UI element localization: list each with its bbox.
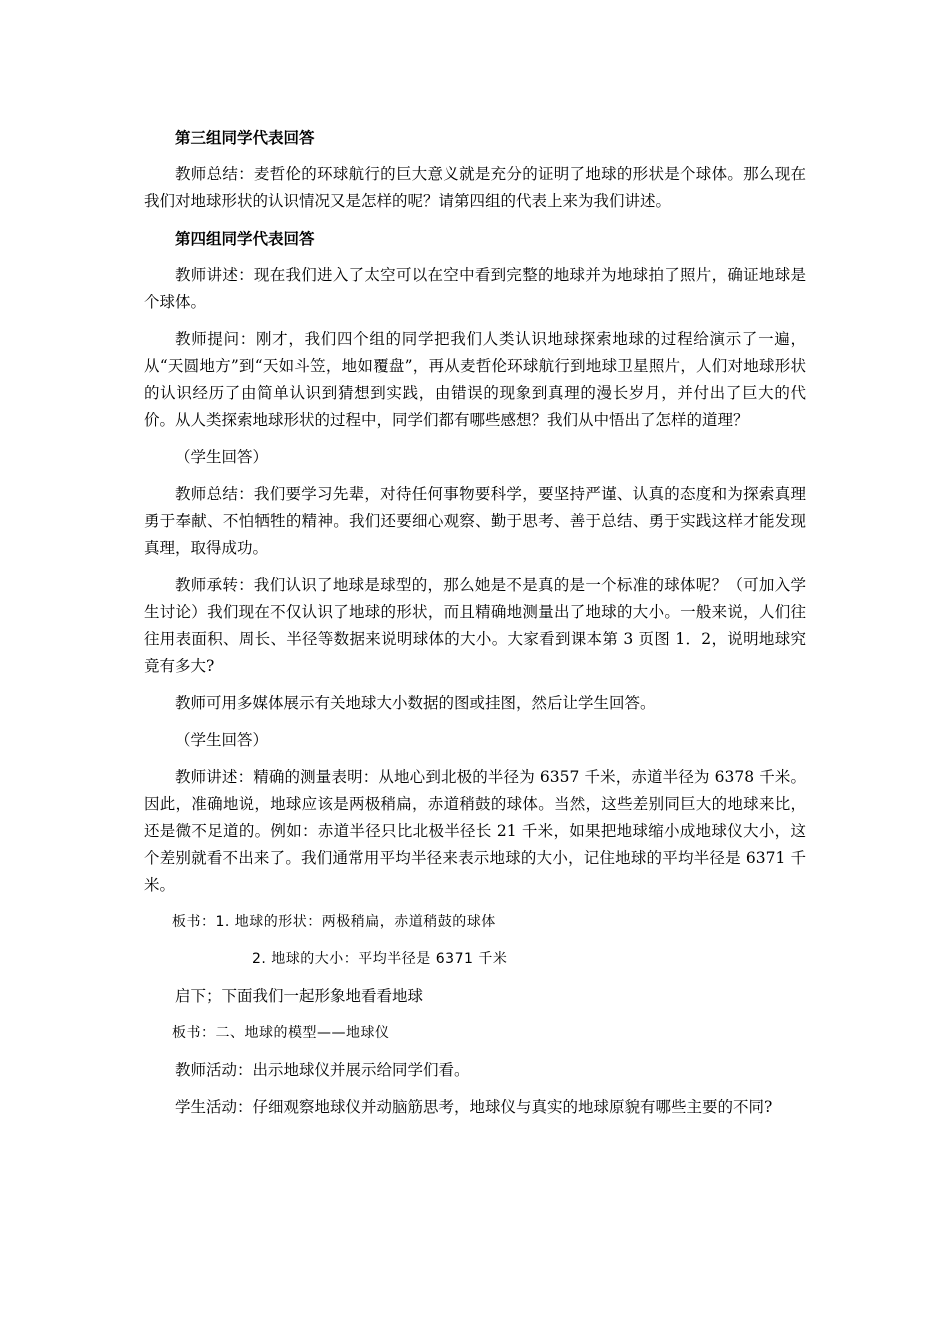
board-note-globe-model: 板书：二、地球的模型——地球仪 bbox=[172, 1025, 390, 1041]
student-activity: 学生活动：仔细观察地球仪并动脑筋思考，地球仪与真实的地球原貌有哪些主要的不同? bbox=[175, 1098, 773, 1116]
group-four-answer-heading: 第四组同学代表回答 bbox=[175, 229, 315, 248]
teacher-narration-measurement: 教师讲述：精确的测量表明：从地心到北极的半径为 6357 千米，赤道半径为 6378 千米。因此，准确地说，地球应该是两极稍扁，赤道稍鼓的球体。当然，这些差别同巨大的地球来比，还是微不足道的。例如：赤道半径只比北极半径长 21 千米，如果把地球缩小成地球仪大小，这个差别就看不出来了。我们通常用平均半径来表示地球的大小，记住地球的平均半径是 6371 千米。 bbox=[144, 768, 806, 894]
group-three-answer-heading: 第三组同学代表回答 bbox=[175, 128, 315, 147]
student-answer-note-2: （学生回答） bbox=[175, 731, 269, 749]
transition-next: 启下；下面我们一起形象地看看地球 bbox=[175, 987, 424, 1005]
teacher-transition: 教师承转：我们认识了地球是球型的，那么她是不是真的是一个标准的球体呢？（可加入学生讨论）我们现在不仅认识了地球的形状，而且精确地测量出了地球的大小。一般来说，人们往往用表面积、周长、半径等数据来说明球体的大小。大家看到课本第 3 页图 1．2，说明地球究竟有多大? bbox=[144, 576, 806, 675]
teacher-media-note: 教师可用多媒体展示有关地球大小数据的图或挂图，然后让学生回答。 bbox=[175, 694, 656, 712]
board-note-size: 2. 地球的大小：平均半径是 6371 千米 bbox=[252, 951, 508, 967]
teacher-question: 教师提问：刚才，我们四个组的同学把我们人类认识地球探索地球的过程给演示了一遍，从“天圆地方”到“天如斗笠，地如覆盘”，再从麦哲伦环球航行到地球卫星照片，人们对地球形状的认识经历了由简单认识到猜想到实践，由错误的现象到真理的漫长岁月，并付出了巨大的代价。从人类探索地球形状的过程中，同学们都有哪些感想？我们从中悟出了怎样的道理？ bbox=[144, 330, 806, 429]
teacher-summary-spirit: 教师总结：我们要学习先辈，对待任何事物要科学，要坚持严谨、认真的态度和为探索真理勇于奉献、不怕牺牲的精神。我们还要细心观察、勤于思考、善于总结、勇于实践这样才能发现真理，取得成功。 bbox=[144, 485, 806, 557]
teacher-narration-space: 教师讲述：现在我们进入了太空可以在空中看到完整的地球并为地球拍了照片，确证地球是个球体。 bbox=[144, 266, 806, 311]
document-page bbox=[144, 124, 806, 1131]
teacher-activity: 教师活动：出示地球仪并展示给同学们看。 bbox=[175, 1061, 470, 1079]
teacher-summary-magellan: 教师总结：麦哲伦的环球航行的巨大意义就是充分的证明了地球的形状是个球体。那么现在我们对地球形状的认识情况又是怎样的呢？请第四组的代表上来为我们讲述。 bbox=[144, 165, 806, 210]
student-answer-note-1: （学生回答） bbox=[175, 448, 269, 466]
board-note-shape: 板书：1. 地球的形状：两极稍扁，赤道稍鼓的球体 bbox=[172, 914, 496, 930]
